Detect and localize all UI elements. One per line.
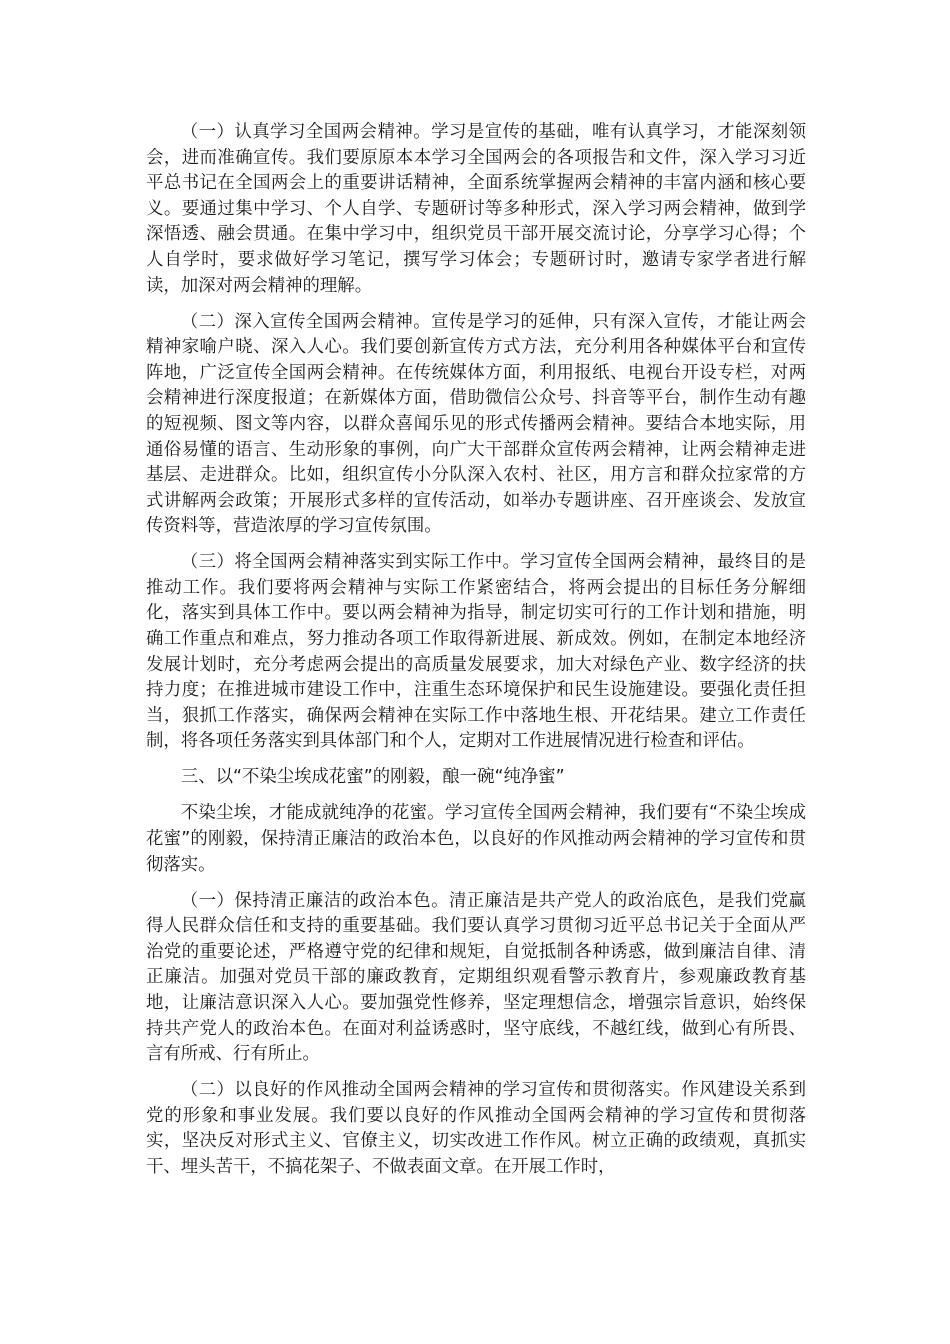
document-page	[146, 120, 806, 1191]
paragraph-section-intro: 不染尘埃，才能成就纯净的花蜜。学习宣传全国两会精神，我们要有“不染尘埃成花蜜”的刚毅，保持清正廉洁的政治本色，以良好的作风推动两会精神的学习宣传和贯彻落实。	[146, 803, 806, 875]
section-heading: 三、以“不染尘埃成花蜜”的刚毅，酿一碗“纯净蜜”	[180, 767, 565, 788]
paragraph-implement: （三）将全国两会精神落实到实际工作中。学习宣传全国两会精神，最终目的是推动工作。我们要将两会精神与实际工作紧密结合，将两会提出的目标任务分解细化，落实到具体工作中。要以两会精神为指导，制定切实可行的工作计划和措施，明确工作重点和难点，努力推动各项工作取得新进展、新成效。例如，在制定本地经济发展计划时，充分考虑两会提出的高质量发展要求，加大对绿色产业、数字经济的扶持力度；在推进城市建设工作中，注重生态环境保护和民生设施建设。要强化责任担当，狠抓工作落实，确保两会精神在实际工作中落地生根、开花结果。建立工作责任制，将各项任务落实到具体部门和个人，定期对工作进展情况进行检查和评估。	[146, 552, 806, 752]
paragraph-integrity: （一）保持清正廉洁的政治本色。清正廉洁是共产党人的政治底色，是我们党赢得人民群众信任和支持的重要基础。我们要认真学习贯彻习近平总书记关于全面从严治党的重要论述，严格遵守党的纪律和规矩，自觉抵制各种诱惑，做到廉洁自律、清正廉洁。加强对党员干部的廉政教育，定期组织观看警示教育片，参观廉政教育基地，让廉洁意识深入人心。要加强党性修养，坚定理想信念，增强宗旨意识，始终保持共产党人的政治本色。在面对利益诱惑时，坚守底线，不越红线，做到心有所畏、言有所戒、行有所止。	[146, 890, 806, 1065]
paragraph-publicize: （二）深入宣传全国两会精神。宣传是学习的延伸，只有深入宣传，才能让两会精神家喻户晓、深入人心。我们要创新宣传方式方法，充分利用各种媒体平台和宣传阵地，广泛宣传全国两会精神。在传统媒体方面，利用报纸、电视台开设专栏，对两会精神进行深度报道；在新媒体方面，借助微信公众号、抖音等平台，制作生动有趣的短视频、图文等内容，以群众喜闻乐见的形式传播两会精神。要结合本地实际，用通俗易懂的语言、生动形象的事例，向广大干部群众宣传两会精神，让两会精神走进基层、走进群众。比如，组织宣传小分队深入农村、社区，用方言和群众拉家常的方式讲解两会政策；开展形式多样的宣传活动，如举办专题讲座、召开座谈会、发放宣传资料等，营造浓厚的学习宣传氛围。	[146, 311, 806, 537]
paragraph-study: （一）认真学习全国两会精神。学习是宣传的基础，唯有认真学习，才能深刻领会，进而准确宣传。我们要原原本本学习全国两会的各项报告和文件，深入学习习近平总书记在全国两会上的重要讲话精神，全面系统掌握两会精神的丰富内涵和核心要义。要通过集中学习、个人自学、专题研讨等多种形式，深入学习两会精神，做到学深悟透、融会贯通。在集中学习中，组织党员干部开展交流讨论，分享学习心得；个人自学时，要求做好学习笔记，撰写学习体会；专题研讨时，邀请专家学者进行解读，加深对两会精神的理解。	[146, 122, 806, 296]
paragraph-work-style: （二）以良好的作风推动全国两会精神的学习宣传和贯彻落实。作风建设关系到党的形象和事业发展。我们要以良好的作风推动全国两会精神的学习宣传和贯彻落实，坚决反对形式主义、官僚主义，切实改进工作作风。树立正确的政绩观，真抓实干、埋头苦干，不搞花架子、不做表面文章。在开展工作时，	[146, 1080, 806, 1177]
